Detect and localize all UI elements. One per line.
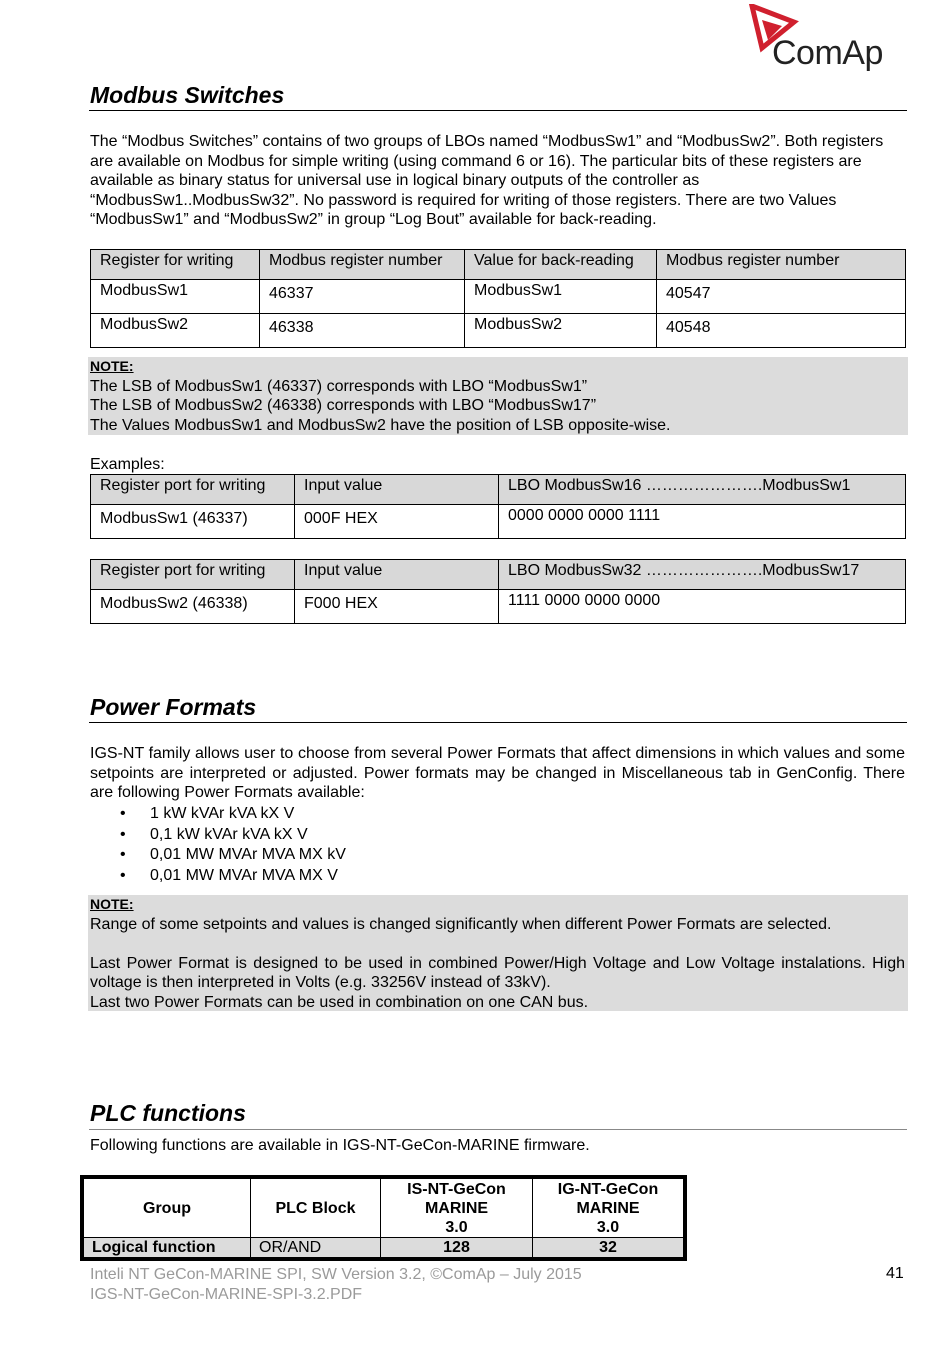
footer-line: IGS-NT-GeCon-MARINE-SPI-3.2.PDF: [90, 1285, 363, 1303]
note-label: NOTE:: [90, 896, 134, 912]
table-header: [381, 1177, 533, 1238]
note-line: Last Power Format is designed to be used in combined Power/High Voltage and Low Voltage instalations. High voltage is then interpreted in Volts (e.g. 33256V instead of 33kV).: [90, 954, 905, 991]
page-number: 41: [886, 1265, 904, 1282]
example-table-2: [90, 559, 906, 624]
logo-text: ComAp: [772, 34, 883, 72]
plc-intro: Following functions are available in IGS-NT-GeCon-MARINE firmware.: [90, 1137, 590, 1154]
table-cell: F000 HEX: [295, 590, 499, 624]
section-title-plc: PLC functions: [90, 1100, 246, 1126]
note-line: Range of some setpoints and values is changed significantly when different Power Formats are selected.: [90, 915, 832, 933]
note-line: The LSB of ModbusSw1 (46337) corresponds with LBO “ModbusSw1”: [90, 377, 588, 395]
table-cell: 000F HEX: [295, 505, 499, 539]
list-item: • 1 kW kVAr kVA kX V: [120, 805, 295, 822]
table-cell: 32: [533, 1238, 686, 1260]
table-cell: 46338: [260, 314, 465, 348]
page-footer: [90, 1265, 582, 1304]
power-intro: IGS-NT family allows user to choose from several Power Formats that affect dimensions in which values and some setpoints are interpreted or adjusted. Power formats may be changed in Miscellaneous tab in GenConfig. There are following Power Formats available:: [90, 745, 905, 801]
table-row: [91, 590, 906, 624]
table-header: Register port for writing: [91, 560, 295, 590]
list-item-text: 0,01 MW MVAr MVA MX V: [150, 866, 338, 884]
table-cell: ModbusSw1 (46337): [91, 505, 295, 539]
table-header: Register port for writing: [91, 475, 295, 505]
note-line: Last two Power Formats can be used in combination on one CAN bus.: [90, 993, 589, 1011]
section-title-power: Power Formats: [90, 694, 257, 720]
table-cell: 128: [381, 1238, 533, 1260]
table-cell: OR/AND: [251, 1238, 381, 1260]
table-row: [82, 1238, 685, 1260]
list-item: • 0,1 kW kVAr kVA kX V: [120, 825, 308, 843]
list-item-text: 1 kW kVAr kVA kX V: [150, 805, 295, 822]
table-cell: 1111 0000 0000 0000: [499, 590, 906, 624]
table-cell: 40547: [657, 280, 906, 314]
plc-table: [80, 1175, 687, 1261]
table-cell: Logical function: [82, 1238, 251, 1260]
section-title-modbus: Modbus Switches: [90, 82, 285, 108]
header-line: MARINE: [424, 1199, 489, 1217]
section-rule: [89, 1129, 907, 1130]
header-line: 3.0: [445, 1218, 468, 1236]
header-line: MARINE: [576, 1199, 640, 1217]
table-header: Modbus register number: [260, 250, 465, 280]
examples-label: Examples:: [90, 456, 165, 473]
table-header: Group: [82, 1177, 251, 1238]
note-label: NOTE:: [90, 358, 134, 374]
example-table-1: [90, 474, 906, 539]
table-cell: ModbusSw1: [465, 280, 657, 314]
header-line: IG-NT-GeCon: [557, 1180, 659, 1198]
note-line: The LSB of ModbusSw2 (46338) corresponds with LBO “ModbusSw17”: [90, 397, 597, 414]
header-line: IS-NT-GeCon: [407, 1180, 506, 1198]
header-line: 3.0: [596, 1218, 620, 1236]
table-header: LBO ModbusSw16 ………………….ModbusSw1: [499, 475, 906, 505]
power-format-list: [90, 804, 346, 886]
table-cell: ModbusSw1: [91, 280, 260, 314]
table-header: LBO ModbusSw32 ………………….ModbusSw17: [499, 560, 906, 590]
table-row: [91, 280, 906, 314]
table-cell: 46337: [260, 280, 465, 314]
list-item-text: 0,01 MW MVAr MVA MX kV: [150, 846, 346, 863]
list-item-text: 0,1 kW kVAr kVA kX V: [150, 825, 308, 843]
modbus-note: [88, 357, 908, 435]
table-cell: ModbusSw2: [465, 314, 657, 348]
section-rule: [89, 722, 907, 723]
section-rule: [89, 110, 907, 111]
table-row: [91, 505, 906, 539]
footer-line: Inteli NT GeCon-MARINE SPI, SW Version 3.2, ©ComAp – July 2015: [90, 1266, 582, 1283]
table-header: Register for writing: [91, 250, 260, 280]
table-row: [91, 314, 906, 348]
table-header: Value for back-reading: [465, 250, 657, 280]
list-item: • 0,01 MW MVAr MVA MX V: [120, 866, 338, 884]
table-header: [533, 1177, 686, 1238]
table-cell: 40548: [657, 314, 906, 348]
table-header: Input value: [295, 475, 499, 505]
table-cell: ModbusSw2: [91, 314, 260, 348]
modbus-register-table: [90, 249, 906, 348]
power-note: [88, 895, 908, 1011]
table-header: Modbus register number: [657, 250, 906, 280]
table-header: PLC Block: [251, 1177, 381, 1238]
modbus-intro: The “Modbus Switches” contains of two groups of LBOs named “ModbusSw1” and “ModbusSw2”. Both registers are available on Modbus for simple writing (using command 6 or 16). The particular bits of these registers are available as binary status for universal use in logical binary outputs of the controller as “ModbusSw1..ModbusSw32”. No password is required for writing of those registers. There are two Values “ModbusSw1” and “ModbusSw2” in group “Log Bout” available for back-reading.: [90, 133, 884, 228]
note-line: The Values ModbusSw1 and ModbusSw2 have the position of LSB opposite-wise.: [90, 416, 671, 434]
table-cell: 0000 0000 0000 1111: [499, 505, 906, 539]
list-item: • 0,01 MW MVAr MVA MX kV: [120, 846, 346, 863]
table-header: Input value: [295, 560, 499, 590]
table-cell: ModbusSw2 (46338): [91, 590, 295, 624]
comap-logo: [748, 4, 888, 74]
